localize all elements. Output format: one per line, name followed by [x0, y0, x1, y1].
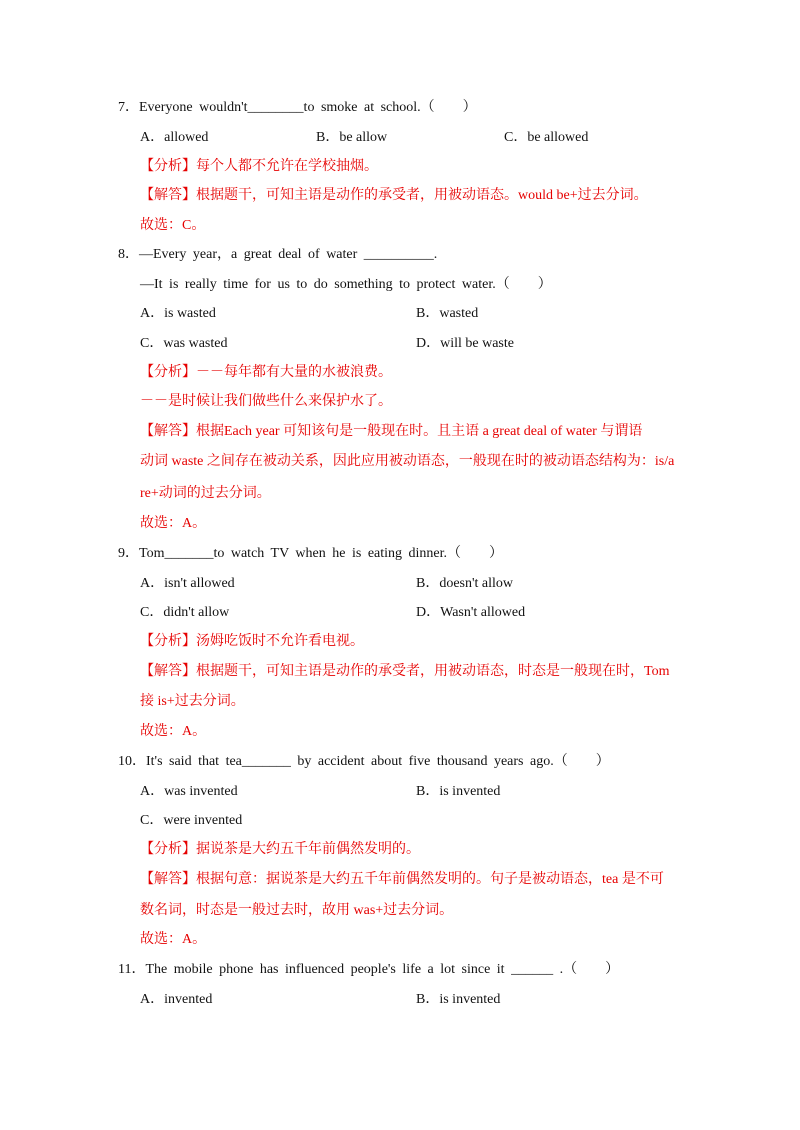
question-8-options-row2: [140, 334, 514, 354]
question-8-options-row1: [140, 304, 479, 324]
option-d: D．will be waste: [416, 336, 514, 351]
question-8-solution-3: re+动词的过去分词。: [140, 486, 271, 501]
question-10-solution-2: 数名词，时态是一般过去时，故用 was+过去分词。: [140, 903, 454, 918]
question-8-solution-2: 动词 waste 之间存在被动关系，因此应用被动语态，一般现在时的被动语态结构为：is/a: [140, 454, 675, 469]
option-a: A．was invented: [140, 784, 238, 799]
question-10-analysis: 【分析】据说茶是大约五千年前偶然发明的。: [140, 842, 420, 857]
option-a: A．is wasted: [140, 306, 216, 321]
question-7-choice: 故选：C。: [140, 218, 206, 233]
question-9-analysis: 【分析】汤姆吃饭时不允许看电视。: [140, 634, 364, 649]
option-b: B．wasted: [416, 306, 479, 321]
question-9-options-row2: [140, 603, 526, 623]
option-c: C．were invented: [140, 813, 243, 828]
option-b: B．doesn't allow: [416, 576, 514, 591]
question-7-solution: 【解答】根据题干，可知主语是动作的承受者，用被动语态。would be+过去分词。: [140, 188, 648, 203]
option-b: B．is invented: [416, 992, 501, 1007]
question-8-analysis-1: 【分析】－－每年都有大量的水被浪费。: [140, 365, 392, 380]
question-7-options: [140, 128, 589, 148]
question-7-stem: 7．Everyone wouldn't________to smoke at school.（ ）: [118, 100, 477, 115]
question-8-stem-line2: —It is really time for us to do something to protect water.（ ）: [140, 277, 552, 292]
question-9-solution-2: 接 is+过去分词。: [140, 694, 245, 709]
question-10-choice: 故选：A。: [140, 932, 207, 947]
question-10-stem: 10．It's said that tea_______ by accident about five thousand years ago.（ ）: [118, 754, 610, 769]
question-8-solution-1: 【解答】根据Each year 可知该句是一般现在时。且主语 a great deal of water 与谓语: [140, 424, 643, 439]
question-9-options-row1: [140, 574, 514, 594]
option-c: C．didn't allow: [140, 605, 230, 620]
question-11-options-row1: [140, 990, 501, 1010]
question-7-analysis: 【分析】每个人都不允许在学校抽烟。: [140, 159, 378, 174]
question-10-options-row1: [140, 782, 501, 802]
question-10-solution-1: 【解答】根据句意：据说茶是大约五千年前偶然发明的。句子是被动语态，tea 是不可: [140, 872, 664, 887]
option-c: C．be allowed: [504, 130, 589, 145]
question-9-choice: 故选：A。: [140, 724, 207, 739]
option-a: A．invented: [140, 992, 213, 1007]
option-b: B．is invented: [416, 784, 501, 799]
option-a: A．isn't allowed: [140, 576, 235, 591]
question-9-stem: 9．Tom_______to watch TV when he is eating dinner.（ ）: [118, 546, 504, 561]
option-b: B．be allow: [316, 130, 388, 145]
question-8-analysis-2: －－是时候让我们做些什么来保护水了。: [140, 394, 392, 409]
option-c: C．was wasted: [140, 336, 228, 351]
question-8-stem: 8．—Every year，a great deal of water __________.: [118, 247, 438, 262]
question-10-options-row2: [140, 811, 242, 831]
question-9-solution-1: 【解答】根据题干，可知主语是动作的承受者，用被动语态，时态是一般现在时，Tom: [140, 664, 670, 679]
option-d: D．Wasn't allowed: [416, 605, 526, 620]
question-11-stem: 11．The mobile phone has influenced people's life a lot since it ______ .（ ）: [118, 962, 620, 977]
question-8-choice: 故选：A。: [140, 516, 207, 531]
option-a: A．allowed: [140, 130, 209, 145]
